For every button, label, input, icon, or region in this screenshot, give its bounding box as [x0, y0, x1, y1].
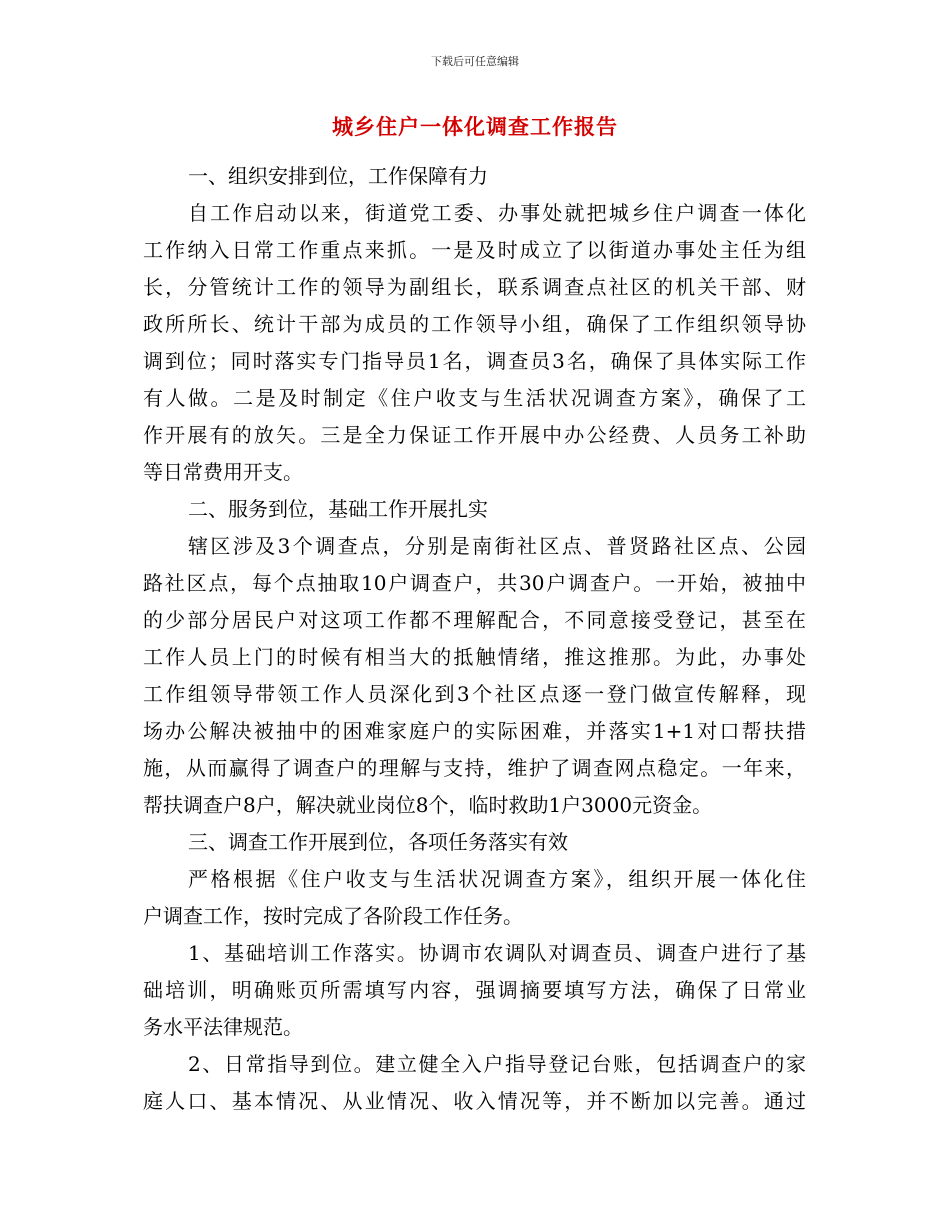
section-heading: 二、服务到位，基础工作开展扎实 [188, 497, 488, 521]
paragraph-line: 工作人员上门的时候有相当大的抵触情绪，推这推那。为此，办事处 [143, 645, 806, 669]
paragraph-line: 政所所长、统计干部为成员的工作领导小组，确保了工作组织领导协 [143, 312, 806, 336]
paragraph-line: 1、基础培训工作落实。协调市农调队对调查员、调查户进行了基 [188, 941, 806, 965]
paragraph-line: 有人做。二是及时制定《住户收支与生活状况调查方案》，确保了工 [143, 386, 806, 410]
paragraph-line: 辖区涉及3个调查点，分别是南街社区点、普贤路社区点、公园 [188, 534, 806, 558]
paragraph-line: 场办公解决被抽中的困难家庭户的实际困难，并落实1+1对口帮扶措 [143, 719, 806, 743]
paragraph-line: 路社区点，每个点抽取10户调查户，共30户调查户。一开始，被抽中 [143, 571, 806, 595]
section [143, 158, 806, 491]
section-heading: 三、调查工作开展到位，各项任务落实有效 [188, 830, 568, 854]
paragraph-line: 帮扶调查户8户，解决就业岗位8个，临时救助1户3000元资金。 [143, 793, 713, 817]
paragraph-line: 础培训，明确账页所需填写内容，强调摘要填写方法，确保了日常业 [143, 978, 806, 1002]
paragraph-line: 施，从而赢得了调查户的理解与支持，维护了调查网点稳定。一年来， [143, 756, 806, 780]
paragraph [143, 528, 806, 824]
paragraph [143, 935, 806, 1046]
paragraph-line: 作开展有的放矢。三是全力保证工作开展中办公经费、人员务工补助 [143, 423, 806, 447]
paragraph [143, 861, 806, 935]
paragraph-line: 自工作启动以来，街道党工委、办事处就把城乡住户调查一体化 [188, 201, 806, 225]
paragraph-line: 严格根据《住户收支与生活状况调查方案》，组织开展一体化住 [188, 867, 806, 891]
paragraph-line: 2、日常指导到位。建立健全入户指导登记台账，包括调查户的家 [188, 1052, 806, 1076]
section-heading: 一、组织安排到位，工作保障有力 [188, 164, 488, 188]
paragraph-line: 务水平法律规范。 [143, 1015, 303, 1039]
paragraph-line: 户调查工作，按时完成了各阶段工作任务。 [143, 904, 523, 928]
document-body [143, 158, 806, 1120]
paragraph [143, 1046, 806, 1120]
section [143, 491, 806, 824]
paragraph-line: 工作纳入日常工作重点来抓。一是及时成立了以街道办事处主任为组 [143, 238, 806, 262]
header-note: 下载后可任意编辑 [431, 55, 519, 68]
paragraph-line: 工作组领导带领工作人员深化到3个社区点逐一登门做宣传解释，现 [143, 682, 806, 706]
paragraph-line: 调到位；同时落实专门指导员1名，调查员3名，确保了具体实际工作 [143, 349, 806, 373]
section [143, 824, 806, 1120]
paragraph-line: 长，分管统计工作的领导为副组长，联系调查点社区的机关干部、财 [143, 275, 806, 299]
paragraph-line: 等日常费用开支。 [143, 460, 303, 484]
paragraph [143, 195, 806, 491]
document-title: 城乡住户一体化调查工作报告 [332, 114, 618, 139]
paragraph-line: 的少部分居民户对这项工作都不理解配合，不同意接受登记，甚至在 [143, 608, 806, 632]
paragraph-line: 庭人口、基本情况、从业情况、收入情况等，并不断加以完善。通过 [143, 1089, 806, 1113]
